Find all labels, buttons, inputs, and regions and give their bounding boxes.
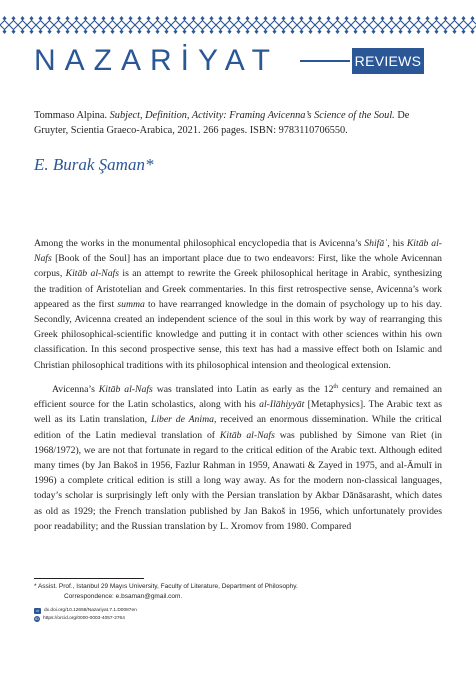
- doi-icon: d: [34, 608, 41, 614]
- pattern-dot: [228, 16, 232, 34]
- pattern-diamond: [450, 21, 459, 30]
- orcid-icon: iD: [35, 616, 39, 621]
- pattern-diamond: [225, 21, 234, 30]
- pattern-diamond: [90, 21, 99, 30]
- pattern-dot: [111, 16, 115, 34]
- pattern-dot: [165, 16, 169, 34]
- pattern-dot: [327, 16, 331, 34]
- pattern-dot: [372, 16, 376, 34]
- pattern-dot: [30, 16, 34, 34]
- article-identifiers: [34, 607, 334, 623]
- journal-header: [0, 44, 476, 84]
- pattern-dot: [318, 16, 322, 34]
- pattern-diamond: [207, 21, 216, 30]
- orcid-row: [34, 615, 334, 623]
- pattern-dot: [102, 16, 106, 34]
- pattern-dot: [345, 16, 349, 34]
- pattern-dot: [444, 16, 448, 34]
- geometric-pattern: [0, 16, 476, 34]
- pattern-diamond: [216, 21, 225, 30]
- pattern-dot: [138, 16, 142, 34]
- pattern-dot: [426, 16, 430, 34]
- book-citation: [34, 108, 442, 138]
- pattern-dot: [300, 16, 304, 34]
- pattern-dot: [12, 16, 16, 34]
- pattern-dot: [75, 16, 79, 34]
- pattern-diamond: [72, 21, 81, 30]
- footnote-divider: [34, 578, 144, 579]
- pattern-diamond: [153, 21, 162, 30]
- pattern-dot: [156, 16, 160, 34]
- footnote-affiliation: * Assist. Prof., Istanbul 29 Mayıs University, Faculty of Literature, Department of Philosophy.: [34, 583, 298, 590]
- pattern-diamond: [243, 21, 252, 30]
- pattern-dot: [471, 16, 475, 34]
- pattern-dot: [255, 16, 259, 34]
- pattern-dot: [264, 16, 268, 34]
- doi-link[interactable]: dx.doi.org/10.12658/Nazariyat.7.1.D0087en: [44, 608, 137, 613]
- pattern-diamond: [369, 21, 378, 30]
- pattern-diamond: [378, 21, 387, 30]
- pattern-diamond: [468, 21, 476, 30]
- pattern-dot: [201, 16, 205, 34]
- pattern-diamond: [198, 21, 207, 30]
- pattern-dot: [192, 16, 196, 34]
- pattern-diamond: [0, 21, 9, 30]
- pattern-diamond: [414, 21, 423, 30]
- pattern-dot: [39, 16, 43, 34]
- pattern-dot: [48, 16, 52, 34]
- pattern-diamond: [171, 21, 180, 30]
- pattern-diamond: [54, 21, 63, 30]
- pattern-dot: [363, 16, 367, 34]
- pattern-diamond: [387, 21, 396, 30]
- pattern-diamond: [360, 21, 369, 30]
- doi-row: [34, 607, 334, 615]
- pattern-dot: [462, 16, 466, 34]
- pattern-dot: [147, 16, 151, 34]
- pattern-diamond: [135, 21, 144, 30]
- decorative-pattern-band: [0, 16, 476, 34]
- orcid-link[interactable]: https://orcid.org/0000-0003-4057-2764: [43, 616, 125, 621]
- pattern-diamond: [108, 21, 117, 30]
- pattern-dot: [210, 16, 214, 34]
- pattern-diamond: [81, 21, 90, 30]
- pattern-diamond: [279, 21, 288, 30]
- pattern-diamond: [144, 21, 153, 30]
- pattern-dot: [246, 16, 250, 34]
- reviewer-name: E. Burak Şaman*: [34, 155, 154, 174]
- pattern-dot: [84, 16, 88, 34]
- pattern-diamond: [99, 21, 108, 30]
- pattern-dot: [453, 16, 457, 34]
- pattern-diamond: [441, 21, 450, 30]
- pattern-diamond: [234, 21, 243, 30]
- pattern-dot: [3, 16, 7, 34]
- journal-logo: NAZARİYAT: [34, 44, 279, 77]
- paragraph-2: Avicenna’s Kitāb al-Nafs was translated into Latin as early as the 12th century and remained an efficient source for the Latin scholastics, along with his al-Ilāhiyyāt [Metaphysics]. The Arabic text as well as its Latin translation, Liber de Anima, received an enormous dissemination. While the critical edition of the Latin medieval translation of Kitāb al-Nafs was published by Simone van Riet (in 1968/1972), we are not that fortunate in regard to the critical edition of the Arabic text. Although edited many times (by Jan Bakoš in 1956, Fazlur Rahman in 1959, Anawati & Zayed in 1975, and al-Āmulī in 1996) a complete critical edition is still a long way away. As for the modern non-classical languages, today’s scholar is surprisingly left only with the Persian translation by Akbar Dānāsarasht, which dates as old as 1929; the French translation published by Jan Bakoš in 1956, which unfortunately provides poor readability; and the Russian translation by L. Xromov from 1980. Compared: [34, 383, 443, 532]
- pattern-dot: [417, 16, 421, 34]
- pattern-dot: [282, 16, 286, 34]
- pattern-dot: [354, 16, 358, 34]
- pattern-dot: [183, 16, 187, 34]
- pattern-diamond: [324, 21, 333, 30]
- pattern-dot: [273, 16, 277, 34]
- pattern-diamond: [351, 21, 360, 30]
- pattern-diamond: [18, 21, 27, 30]
- footnote: [34, 582, 442, 602]
- pattern-diamond: [342, 21, 351, 30]
- pattern-dot: [435, 16, 439, 34]
- pattern-diamond: [315, 21, 324, 30]
- pattern-dot: [399, 16, 403, 34]
- pattern-diamond: [180, 21, 189, 30]
- citation-title: Subject, Definition, Activity: Framing Avicenna’s Science of the Soul.: [109, 110, 395, 121]
- pattern-diamond: [333, 21, 342, 30]
- pattern-diamond: [36, 21, 45, 30]
- pattern-diamond: [45, 21, 54, 30]
- pattern-dot: [381, 16, 385, 34]
- pattern-dot: [21, 16, 25, 34]
- pattern-dot: [174, 16, 178, 34]
- pattern-dot: [336, 16, 340, 34]
- pattern-diamond: [306, 21, 315, 30]
- pattern-diamond: [63, 21, 72, 30]
- pattern-dot: [390, 16, 394, 34]
- pattern-dot: [219, 16, 223, 34]
- pattern-diamond: [459, 21, 468, 30]
- pattern-diamond: [9, 21, 18, 30]
- pattern-diamond: [252, 21, 261, 30]
- citation-publisher: De Gruyter, Scientia Graeco-Arabica, 2021. 266 pages. ISBN: 9783110706550.: [34, 110, 410, 136]
- pattern-diamond: [126, 21, 135, 30]
- pattern-diamond: [117, 21, 126, 30]
- pattern-dot: [93, 16, 97, 34]
- review-body: [34, 236, 442, 534]
- pattern-dot: [408, 16, 412, 34]
- pattern-diamond: [162, 21, 171, 30]
- section-tag: REVIEWS: [352, 48, 424, 74]
- pattern-diamond: [261, 21, 270, 30]
- footnote-correspondence: Correspondence: e.bsaman@gmail.com.: [64, 593, 183, 600]
- pattern-diamond: [423, 21, 432, 30]
- pattern-diamond: [288, 21, 297, 30]
- pattern-dot: [57, 16, 61, 34]
- pattern-diamond: [297, 21, 306, 30]
- pattern-diamond: [270, 21, 279, 30]
- pattern-diamond: [432, 21, 441, 30]
- header-rule: [300, 60, 350, 62]
- pattern-dot: [66, 16, 70, 34]
- citation-author: Tommaso Alpina.: [34, 110, 110, 121]
- pattern-dot: [120, 16, 124, 34]
- pattern-diamond: [405, 21, 414, 30]
- pattern-diamond: [27, 21, 36, 30]
- pattern-dot: [237, 16, 241, 34]
- pattern-dot: [129, 16, 133, 34]
- pattern-diamond: [189, 21, 198, 30]
- pattern-dot: [309, 16, 313, 34]
- paragraph-1: Among the works in the monumental philosophical encyclopedia that is Avicenna’s Shifāʾ, his Kitāb al-Nafs [Book of the Soul] has an important place due to two endeavors: First, like the whole Avicennan corpus, Kitāb al-Nafs is an attempt to rewrite the Greek philosophical heritage in Arabic, synthesizing the tradition of Aristotelian and Greek commentaries. In this first retrospective sense, Avicenna’s work appeared as the first summa to have rearranged knowledge in the domain of psychology up to his day. Secondly, Avicenna created an independent science of the soul in this work by way of rearranging this Greek philosophical-scientific knowledge and putting it in contact with other sciences within his own classification. In this second prospective sense, this text has had a massive effect both on Islamic and Christian philosophical traditions with its philosophical intension and theological extension.: [34, 238, 443, 371]
- pattern-dot: [291, 16, 295, 34]
- pattern-diamond: [396, 21, 405, 30]
